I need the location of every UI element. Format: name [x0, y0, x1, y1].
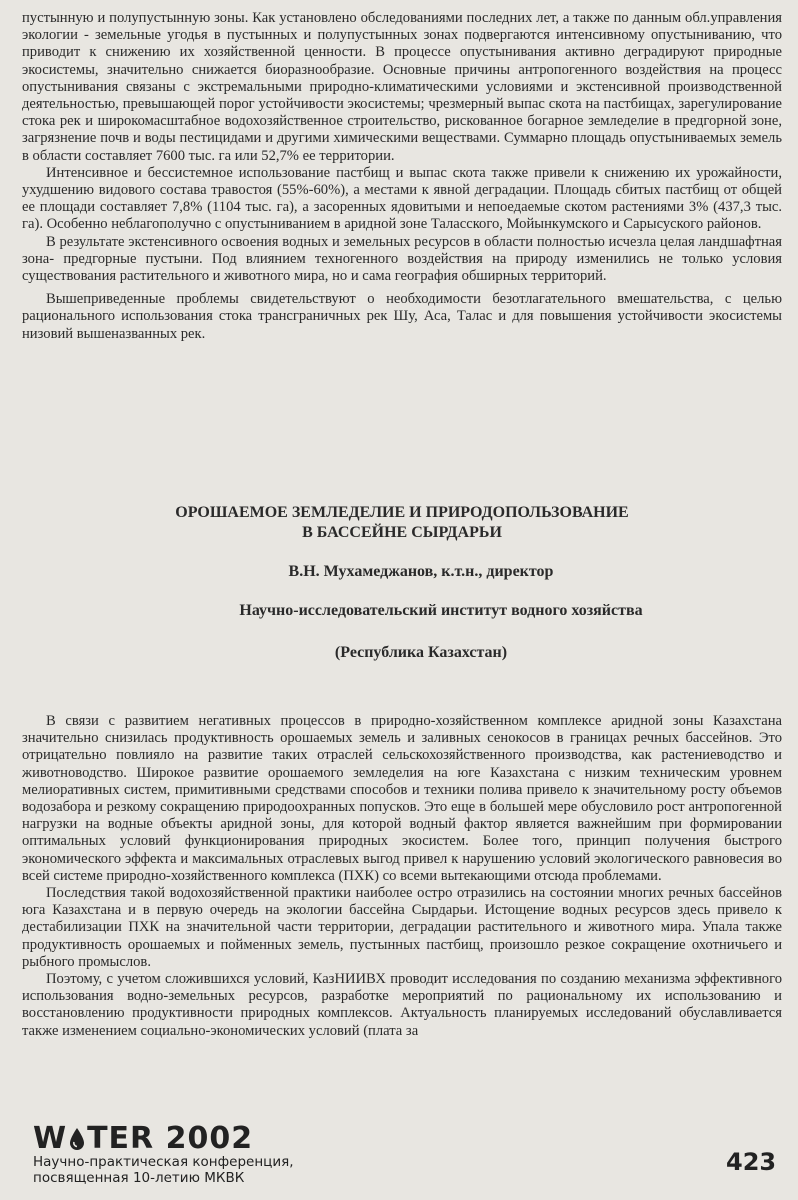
conference-subtitle: Научно-практическая конференция,	[33, 1154, 294, 1170]
paragraph: В результате экстенсивного освоения водных и земельных ресурсов в области полностью исчезла целая ландшафтная зона- предгорные пустыни. Под влиянием техногенного воздействия на природу изменились не только условия существования растительного и животного мира, но и сама география обширных территорий.	[22, 233, 782, 285]
water-drop-icon	[68, 1127, 86, 1151]
article-body	[22, 713, 782, 1040]
paragraph: Поэтому, с учетом сложившихся условий, КазНИИВХ проводит исследования по созданию механизма эффективного использования водно-земельных ресурсов, разработке мероприятий по рациональному их использованию и восстановлению продуктивности природных комплексов. Актуальность планируемых исследований обуславливается также изменением социально-экономических условий (плата за	[22, 971, 782, 1039]
paragraph: пустынную и полупустынную зоны. Как установлено обследованиями последних лет, а также по данным обл.управления экологии - земельные угодья в пустынных и полупустынных зонах подвергаются интенсивному опустыниванию, что приводит к снижению их хозяйственной ценности. В процессе опустынивания активно деградируют природные экосистемы, значительно снижается биоразнообразие. Основные причины антропогенного воздействия на процесс опустынивания связаны с экстремальными природно-климатическими условиями и экстенсивной производственной деятельностью, превышающей порог устойчивости экосистемы; чрезмерный выпас скота на пастбищах, зарегулирование стока рек и широкомасштабное водохозяйственное строительство, рискованное богарное земледелие в предгорной зоне, загрязнение почв и воды пестицидами и другими химическими веществами. Суммарно площадь опустыниваемых земель в области составляет 7600 тыс. га или 52,7% ее территории.	[22, 10, 782, 164]
page-number: 423	[726, 1148, 777, 1176]
conference-logo	[33, 1121, 294, 1186]
logo-wordmark	[33, 1121, 294, 1156]
article-title-line: В БАССЕЙНЕ СЫРДАРЬИ	[302, 524, 502, 541]
paragraph: В связи с развитием негативных процессов в природно-хозяйственном комплексе аридной зоны Казахстана значительно снизилась продуктивность орошаемых земель и заливных сенокосов в границах речных бассейнов. Это отрицательно повлияло на развитие таких отраслей сельскохозяйственного производства, как растениеводство и животноводство. Широкое развитие орошаемого земледелия на юге Казахстана с низким техническим уровнем мелиоративных систем, примитивными средствами способов и техники полива привело к значительному росту объемов водозабора и резкому сокращению природоохранных попусков. Это еще в большей мере обусловило рост антропогенной нагрузки на водные объекты аридной зоны, для которой водный фактор является важнейшим при формировании оптимальных условий функционирования природных экосистем. Более того, принцип получения быстрого экономического эффекта и максимальных отраслевых выгод привел к нарушению условий экологического равновесия во всей системе природно-хозяйственного комплекса (ПХК) со всеми вытекающими отсюда проблемами.	[22, 713, 782, 884]
article-title	[42, 503, 762, 543]
logo-letter-w: W	[33, 1121, 68, 1156]
paragraph: Вышеприведенные проблемы свидетельствуют о необходимости безотлагательного вмешательства, с целью рационального использования стока трансграничных рек Шу, Аса, Талас и для повышения устойчивости экосистемы низовий вышеназванных рек.	[22, 291, 782, 342]
article-country: (Республика Казахстан)	[334, 644, 508, 661]
article-institute: Научно-исследовательский институт водного хозяйства	[239, 602, 643, 619]
paragraph: Интенсивное и бессистемное использование пастбищ и выпас скота также привели к снижению их урожайности, ухудшению видового состава травостоя (55%-60%), а местами к явной деградации. Площадь сбитых пастбищ от общей ее площади составляет 7,8% (1104 тыс. га), а засоренных ядовитыми и непоедаемые скотом растениями 3% (437,3 тыс. га). Особенно неблагополучно с опустыниванием в аридной зоне Таласского, Мойынкумского и Сарысуского районов.	[22, 164, 782, 233]
logo-text: TER 2002	[87, 1121, 254, 1156]
conference-subtitle: посвященная 10-летию МКВК	[33, 1170, 245, 1186]
article-author: В.Н. Мухамеджанов, к.т.н., директор	[288, 563, 554, 580]
intro-text-block	[22, 10, 782, 343]
article-title-line: ОРОШАЕМОЕ ЗЕМЛЕДЕЛИЕ И ПРИРОДОПОЛЬЗОВАНИЕ	[175, 504, 629, 521]
paragraph: Последствия такой водохозяйственной практики наиболее остро отразились на состоянии многих речных бассейнов юга Казахстана и в первую очередь на экологии бассейна Сырдарьи. Истощение водных ресурсов здесь привело к дестабилизации ПХК на значительной части территории, деградации растительного и животного мира. Упала также продуктивность орошаемых и пойменных земель, пустынных пастбищ, произошло резкое сокращение охотничьего и рыбного промыслов.	[22, 885, 782, 970]
